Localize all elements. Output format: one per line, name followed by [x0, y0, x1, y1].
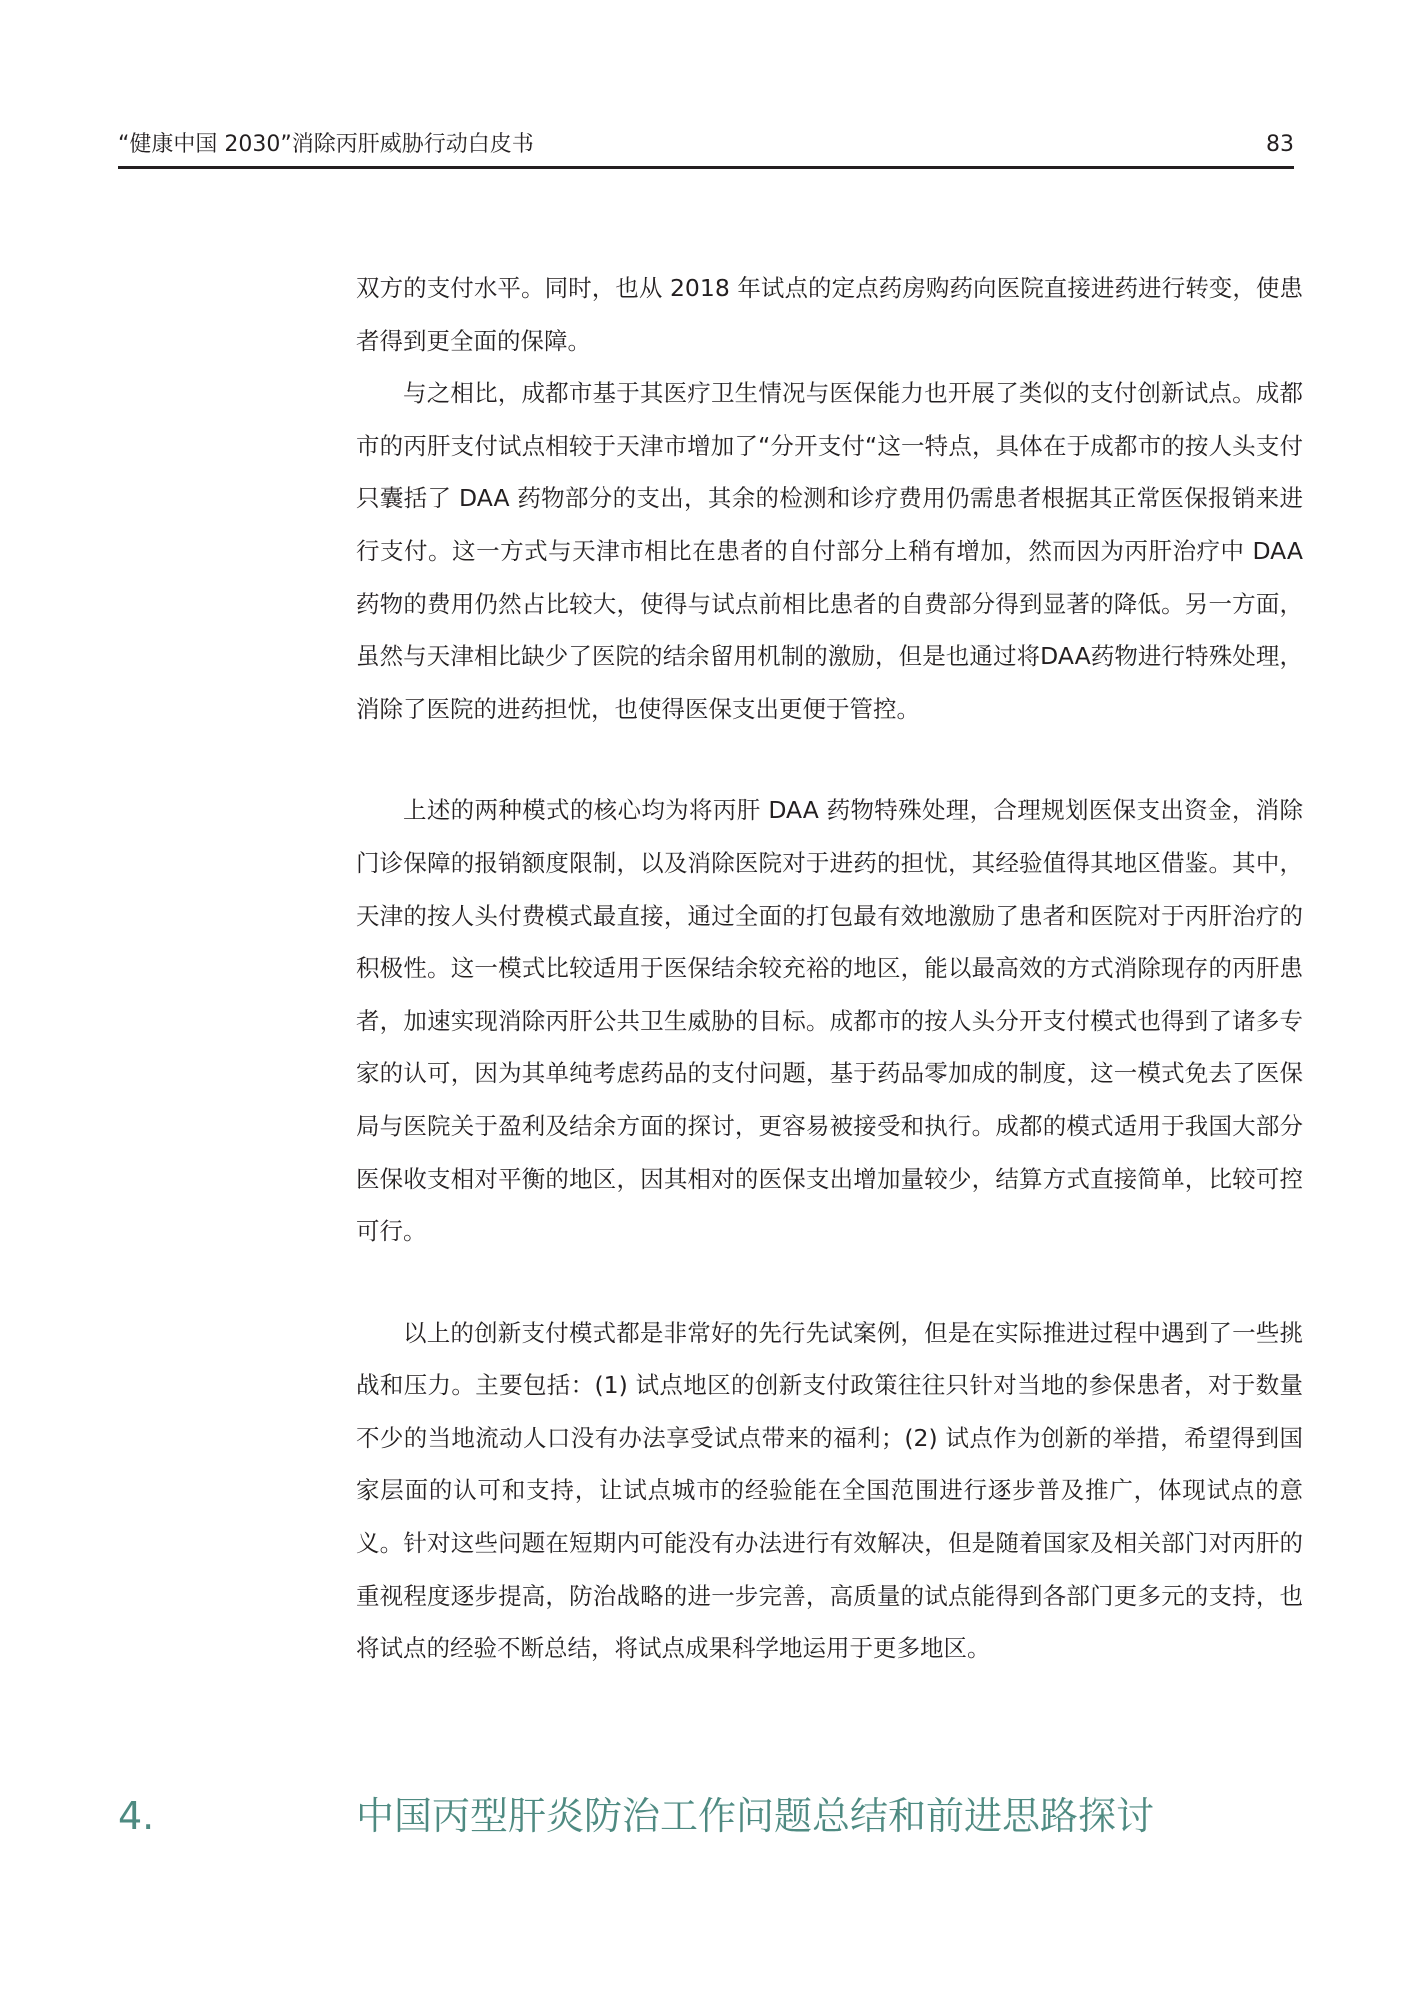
paragraph-models: 上述的两种模式的核心均为将丙肝 DAA 药物特殊处理，合理规划医保支出资金，消除门诊保障的报销额度限制，以及消除医院对于进药的担忧，其经验值得其地区借鉴。其中，天津的按人头付费模式最直接，通过全面的打包最有效地激励了患者和医院对于丙肝治疗的积极性。这一模式比较适用于医保结余较充裕的地区，能以最高效的方式消除现存的丙肝患者，加速实现消除丙肝公共卫生威胁的目标。成都市的按人头分开支付模式也得到了诸多专家的认可，因为其单纯考虑药品的支付问题，基于药品零加成的制度，这一模式免去了医保局与医院关于盈利及结余方面的探讨，更容易被接受和执行。成都的模式适用于我国大部分医保收支相对平衡的地区，因其相对的医保支出增加量较少，结算方式直接简单，比较可控可行。: [356, 796, 1303, 1246]
paragraph-challenges: 以上的创新支付模式都是非常好的先行先试案例，但是在实际推进过程中遇到了一些挑战和压力。主要包括：(1) 试点地区的创新支付政策往往只针对当地的参保患者，对于数量不少的当地流动人口没有办法享受试点带来的福利；(2) 试点作为创新的举措，希望得到国家层面的认可和支持，让试点城市的经验能在全国范围进行逐步普及推广，体现试点的意义。针对这些问题在短期内可能没有办法进行有效解决，但是随着国家及相关部门对丙肝的重视程度逐步提高，防治战略的进一步完善，高质量的试点能得到各部门更多元的支持，也将试点的经验不断总结，将试点成果科学地运用于更多地区。: [356, 1318, 1303, 1663]
section-heading: [118, 1790, 1294, 1842]
section-title: 中国丙型肝炎防治工作问题总结和前进思路探讨: [356, 1794, 1155, 1838]
paragraph-chengdu: 与之相比，成都市基于其医疗卫生情况与医保能力也开展了类似的支付创新试点。成都市的丙肝支付试点相较于天津市增加了“分开支付“这一特点，具体在于成都市的按人头支付只囊括了 DAA 药物部分的支出，其余的检测和诊疗费用仍需患者根据其正常医保报销来进行支付。这一方式与天津市相比在患者的自付部分上稍有增加，然而因为丙肝治疗中 DAA 药物的费用仍然占比较大，使得与试点前相比患者的自费部分得到显著的降低。另一方面，虽然与天津相比缺少了医院的结余留用机制的激励，但是也通过将DAA药物进行特殊处理，消除了医院的进药担忧，也使得医保支出更便于管控。: [356, 379, 1303, 723]
document-title: “健康中国 2030”消除丙肝威胁行动白皮书: [118, 132, 534, 157]
page-header: [118, 128, 1294, 169]
page-number: 83: [1266, 132, 1294, 157]
paragraph-continued: 双方的支付水平。同时，也从 2018 年试点的定点药房购药向医院直接进药进行转变，使患者得到更全面的保障。: [356, 274, 1303, 355]
body-text: [356, 262, 1303, 1675]
section-number: 4.: [118, 1794, 155, 1838]
